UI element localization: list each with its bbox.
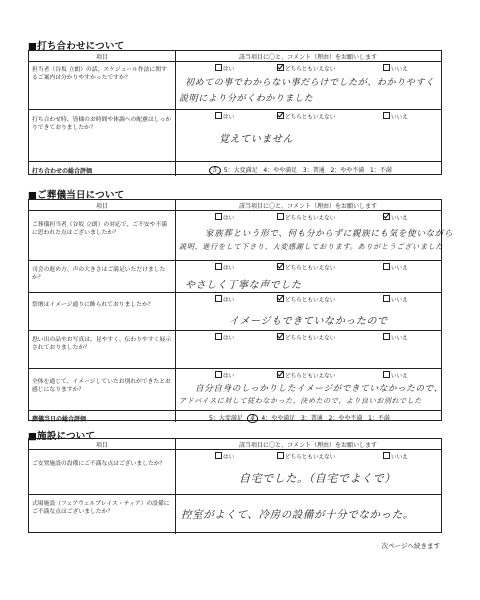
checkbox-icon	[215, 371, 222, 378]
scale-4[interactable]: 4：やや満足	[261, 415, 296, 422]
header-item: 項目	[95, 53, 108, 61]
header-instruction: 該当項目に〇と、コメント（理由）をお願いします	[238, 202, 377, 210]
table-row	[29, 61, 441, 109]
checkbox-checked-icon	[277, 371, 284, 378]
option-yes[interactable]: はい	[215, 112, 234, 121]
option-no[interactable]: いいえ	[383, 371, 408, 380]
scale-3[interactable]: 3：普通	[302, 167, 325, 174]
handwritten-comment: 自分自身のしっかりしたイメージができていなかったので、	[195, 384, 443, 394]
overall-row	[29, 161, 441, 176]
table-row	[29, 449, 441, 494]
option-no[interactable]: いいえ	[383, 263, 408, 272]
rating-circle[interactable]: 4	[247, 414, 259, 423]
scale-2[interactable]: 2：やや不満	[330, 167, 365, 174]
table-row	[29, 368, 441, 410]
scale-3[interactable]: 3：普通	[300, 415, 323, 422]
question-text: 祭壇はイメージ通りに飾られておりましたか？	[32, 302, 154, 308]
option-yes[interactable]: はい	[215, 295, 234, 304]
option-yes[interactable]: はい	[215, 452, 234, 461]
handwritten-comment: 家族葬という形で、何も分からずに親族にも気を使いながら	[205, 229, 454, 239]
continue-note: 次ページへ続きます	[381, 542, 440, 550]
checkbox-icon	[383, 112, 390, 119]
checkbox-checked-icon	[277, 295, 284, 302]
checkbox-checked-icon	[383, 213, 390, 220]
overall-label: 打ち合わせの総合評価	[32, 168, 93, 175]
table-header-row	[29, 51, 441, 61]
table-row	[29, 210, 454, 260]
option-yes[interactable]: はい	[215, 213, 234, 222]
handwritten-comment: イメージもできていなかったので	[229, 316, 388, 327]
option-neutral[interactable]: どちらともいえない	[277, 371, 335, 380]
question-text: ご安置施設の設備にご不満な点はございましたか？	[32, 461, 166, 467]
table-header-row	[29, 200, 441, 210]
answer-options	[215, 452, 441, 460]
meeting-table	[28, 50, 442, 175]
handwritten-comment: 控室がよくて、冷房の設備が十分でなかった。	[181, 509, 414, 521]
section-title-meeting: ■打ち合わせについて	[28, 41, 125, 52]
checkbox-checked-icon	[277, 64, 284, 71]
question-text: 司会の進め方、声の大きさはご満足いただけましたか？	[32, 267, 166, 281]
overall-row	[29, 410, 441, 422]
table-row	[29, 330, 441, 368]
handwritten-comment: 説明により分がくわかりました	[179, 94, 314, 104]
scale-2[interactable]: 2：やや不満	[328, 415, 363, 422]
option-yes[interactable]: はい	[215, 333, 234, 342]
header-item: 項目	[95, 441, 108, 449]
header-item: 項目	[95, 202, 108, 210]
checkbox-icon	[277, 452, 284, 459]
checkbox-icon	[215, 263, 222, 270]
checkbox-icon	[383, 263, 390, 270]
answer-options	[215, 333, 441, 341]
checkbox-icon	[215, 213, 222, 220]
checkbox-icon	[383, 295, 390, 302]
option-neutral[interactable]: どちらともいえない	[277, 452, 335, 461]
checkbox-icon	[215, 295, 222, 302]
option-neutral[interactable]: どちらともいえない	[277, 64, 335, 73]
scale-5[interactable]: 5：大変満足	[209, 415, 243, 422]
scale-4[interactable]: 4：やや満足	[263, 167, 298, 174]
table-header-row	[29, 439, 441, 449]
overall-label: 葬儀当日の総合評価	[32, 416, 87, 423]
option-yes[interactable]: はい	[215, 371, 234, 380]
option-no[interactable]: いいえ	[383, 452, 408, 461]
option-neutral[interactable]: どちらともいえない	[277, 333, 335, 342]
header-instruction: 該当項目に〇と、コメント（理由）をお願いします	[238, 53, 377, 61]
question-text: ご葬儀担当者（谷坂 立朗）の対応で、ご不安や不満に思われた点はございましたか？	[32, 222, 168, 236]
checkbox-icon	[383, 452, 390, 459]
question-text: 思い出の品やお写真は、見やすく、伝わりやすく展示されておりましたか？	[32, 337, 172, 351]
option-yes[interactable]: はい	[215, 263, 234, 272]
option-no[interactable]: いいえ	[383, 295, 408, 304]
section-title-funeral-day: ■ご葬儀当日について	[28, 190, 125, 201]
rating-scale	[209, 413, 390, 423]
funeral-day-table	[28, 199, 454, 423]
question-text: 全体を通じて、イメージしていたお別れができたとお感じになりますか？	[32, 379, 171, 393]
option-no[interactable]: いいえ	[383, 213, 408, 222]
option-no[interactable]: いいえ	[383, 333, 408, 342]
checkbox-icon	[277, 213, 284, 220]
handwritten-comment: アドバイスに対して従わなかった、決めたので、より良いお別れでした	[179, 397, 422, 405]
table-row	[29, 260, 441, 292]
scale-5[interactable]: 5：大変満足	[223, 167, 258, 174]
option-neutral[interactable]: どちらともいえない	[277, 112, 335, 121]
handwritten-comment: 覚えていません	[219, 134, 294, 145]
answer-options	[215, 295, 441, 303]
handwritten-comment: やさしく丁寧な声でした	[185, 280, 302, 291]
option-neutral[interactable]: どちらともいえない	[277, 295, 335, 304]
checkbox-checked-icon	[277, 263, 284, 270]
option-neutral[interactable]: どちらともいえない	[277, 213, 335, 222]
table-row	[29, 292, 441, 330]
option-neutral[interactable]: どちらともいえない	[277, 263, 335, 272]
option-no[interactable]: いいえ	[383, 64, 408, 73]
handwritten-comment: 初めての事でわからない事だらけでしたが、わかりやすく	[185, 78, 435, 88]
rating-scale	[209, 165, 392, 175]
checkbox-icon	[215, 452, 222, 459]
checkbox-icon	[383, 371, 390, 378]
section-title-facility: ■施設について	[28, 431, 96, 442]
option-yes[interactable]: はい	[215, 64, 234, 73]
answer-options	[215, 371, 441, 379]
checkbox-icon	[383, 333, 390, 340]
rating-circle[interactable]: 5	[209, 166, 221, 175]
checkbox-icon	[215, 64, 222, 71]
checkbox-checked-icon	[277, 112, 284, 119]
table-row	[29, 494, 441, 534]
scale-1[interactable]: 1：不満	[368, 415, 390, 422]
handwritten-comment: 自宅でした。（自宅でよくで）	[239, 472, 396, 485]
answer-options	[215, 213, 441, 221]
scale-1[interactable]: 1：不満	[370, 167, 392, 174]
checkbox-icon	[215, 112, 222, 119]
checkbox-icon	[215, 333, 222, 340]
handwritten-comment: 説明、進行をして下さり、大変感謝しております。ありがとうございました	[179, 242, 444, 251]
question-text: 式場施設（フェアウェルプレイス・ティア）の設備にご不満な点はございましたか？	[32, 501, 170, 515]
facility-table	[28, 438, 442, 533]
answer-options	[215, 64, 441, 72]
option-no[interactable]: いいえ	[383, 112, 408, 121]
answer-options	[215, 112, 441, 120]
header-instruction: 該当項目に〇と、コメント（理由）をお願いします	[238, 441, 377, 449]
checkbox-checked-icon	[277, 333, 284, 340]
checkbox-icon	[383, 64, 390, 71]
table-row	[29, 109, 441, 161]
question-text: 担当者（谷坂 立朗）の話、スケジュール作法に関するご案内は分かりやすかったですか？	[32, 67, 167, 81]
answer-options	[215, 263, 441, 271]
question-text: 打ち合わせ時、皆様のお時間や体調への配慮はしっかりできておりましたか？	[32, 117, 172, 131]
